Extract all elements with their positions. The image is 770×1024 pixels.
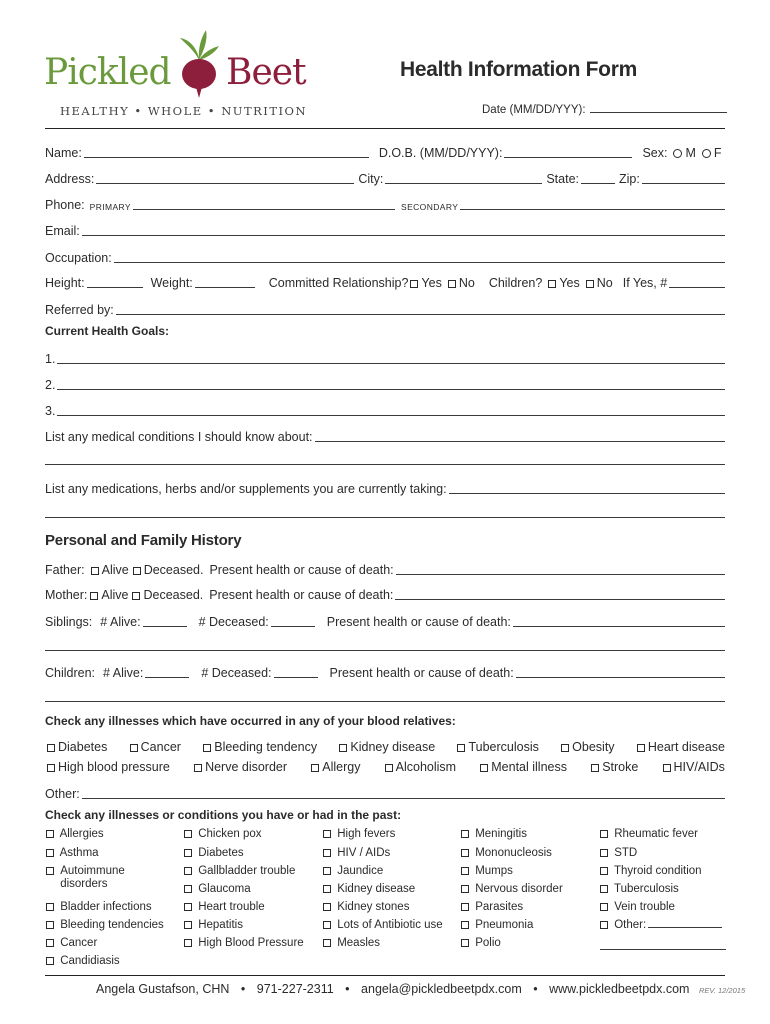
date-label: Date (MM/DD/YYY):: [482, 104, 586, 116]
condition-glaucoma[interactable]: Glaucoma: [182, 883, 251, 895]
checkbox-icon: [339, 744, 347, 752]
condition-kidney-stones[interactable]: Kidney stones: [321, 901, 409, 913]
goal-3-row: [45, 398, 725, 420]
weight-input[interactable]: [195, 287, 255, 288]
checkbox-icon: [586, 280, 594, 288]
sex-f-option[interactable]: F: [696, 146, 722, 162]
goal-3-label: 3.: [45, 404, 56, 418]
name-row: [45, 140, 725, 162]
date-field[interactable]: [482, 104, 727, 116]
condition-candidiasis[interactable]: Candidiasis: [44, 955, 120, 967]
personal-title: Check any illnesses or conditions you have or had in the past:: [45, 808, 402, 822]
relative-option-allergy[interactable]: Allergy: [309, 760, 360, 774]
checkbox-icon: [461, 885, 469, 893]
relative-option-nerve-disorder[interactable]: Nerve disorder: [192, 760, 287, 774]
checkbox-icon: [194, 764, 202, 772]
phone-secondary-input[interactable]: [460, 209, 725, 210]
checkbox-icon: [385, 764, 393, 772]
committed-no-option[interactable]: No: [446, 276, 475, 292]
goal-1-input[interactable]: [57, 363, 725, 364]
footer-website[interactable]: www.pickledbeetpdx.com: [549, 982, 690, 996]
goal-2-input[interactable]: [57, 389, 725, 390]
checkbox-icon: [323, 885, 331, 893]
checkbox-icon: [600, 921, 608, 929]
medications-input[interactable]: [449, 493, 725, 494]
condition-gallbladder-trouble[interactable]: Gallbladder trouble: [182, 865, 295, 877]
footer: [96, 982, 745, 996]
city-input[interactable]: [385, 183, 542, 184]
checkbox-icon: [184, 885, 192, 893]
siblings-deceased-label: # Deceased:: [198, 615, 269, 629]
children-history-row: [45, 660, 725, 682]
checkbox-icon: [46, 849, 54, 857]
condition-other-input[interactable]: [648, 927, 722, 928]
logo-word-beet: Beet: [226, 52, 306, 93]
checkbox-icon: [184, 830, 192, 838]
condition-mumps[interactable]: Mumps: [459, 865, 513, 877]
father-alive-option[interactable]: Alive: [89, 563, 129, 579]
relative-option-alcoholism[interactable]: Alcoholism: [383, 760, 456, 774]
condition-other-input-line-2[interactable]: [600, 949, 726, 950]
checkbox-icon: [91, 567, 99, 575]
relative-option-kidney-disease[interactable]: Kidney disease: [337, 740, 435, 754]
phone-primary-input[interactable]: [133, 209, 395, 210]
children-no-option[interactable]: No: [584, 276, 613, 292]
siblings-input-line-2[interactable]: [45, 650, 725, 651]
conditions-input-line-2[interactable]: [45, 464, 725, 465]
checkbox-icon: [133, 567, 141, 575]
relatives-row-1: [45, 740, 725, 754]
condition-allergies[interactable]: Allergies: [44, 828, 104, 840]
checkbox-icon: [600, 849, 608, 857]
condition-chicken-pox[interactable]: Chicken pox: [182, 828, 262, 840]
footer-phone: 971-227-2311: [256, 982, 334, 996]
checkbox-icon: [663, 764, 671, 772]
checkbox-icon: [184, 849, 192, 857]
checkbox-icon: [323, 849, 331, 857]
condition-high-blood-pressure[interactable]: High Blood Pressure: [182, 937, 304, 949]
health-goals-title: Current Health Goals:: [45, 324, 170, 338]
condition-diabetes[interactable]: Diabetes: [182, 847, 244, 859]
checkbox-icon: [184, 867, 192, 875]
radio-icon: [673, 149, 682, 158]
condition-nervous-disorder[interactable]: Nervous disorder: [459, 883, 563, 895]
checkbox-icon: [47, 764, 55, 772]
father-row: [45, 557, 725, 579]
checkbox-icon: [323, 867, 331, 875]
father-health-label: Present health or cause of death:: [209, 563, 394, 577]
occupation-label: Occupation:: [45, 251, 112, 265]
checkbox-icon: [480, 764, 488, 772]
header-divider: [45, 128, 725, 129]
medications-row: [45, 476, 725, 498]
relatives-other-input[interactable]: [82, 798, 725, 799]
condition-bladder-infections[interactable]: Bladder infections: [44, 901, 152, 913]
height-label: Height:: [45, 276, 85, 290]
goal-2-label: 2.: [45, 378, 56, 392]
height-input[interactable]: [87, 287, 143, 288]
relative-option-high-blood-pressure[interactable]: High blood pressure: [45, 760, 170, 774]
email-row: [45, 218, 725, 240]
relative-option-tuberculosis[interactable]: Tuberculosis: [455, 740, 538, 754]
zip-input[interactable]: [642, 183, 725, 184]
logo-word-pickled: Pickled: [44, 52, 171, 93]
height-row: [45, 270, 725, 292]
checkbox-icon: [323, 939, 331, 947]
relative-option-bleeding-tendency[interactable]: Bleeding tendency: [201, 740, 317, 754]
relative-option-hiv-aids[interactable]: HIV/AIDs: [661, 760, 725, 774]
condition-std[interactable]: STD: [598, 847, 637, 859]
checkbox-icon: [457, 744, 465, 752]
checkbox-icon: [46, 903, 54, 911]
relative-option-heart-disease[interactable]: Heart disease: [635, 740, 725, 754]
checkbox-icon: [548, 280, 556, 288]
checkbox-icon: [311, 764, 319, 772]
condition-rheumatic-fever[interactable]: Rheumatic fever: [598, 828, 698, 840]
sex-label: Sex:: [642, 146, 668, 160]
children-count-label: If Yes, #: [622, 276, 668, 290]
checkbox-icon: [46, 921, 54, 929]
siblings-row: [45, 609, 725, 631]
condition-thyroid-condition[interactable]: Thyroid condition: [598, 865, 702, 877]
checkbox-icon: [130, 744, 138, 752]
committed-yes-option[interactable]: Yes: [408, 276, 441, 292]
relative-option-mental-illness[interactable]: Mental illness: [478, 760, 567, 774]
children-alive-input[interactable]: [145, 677, 189, 678]
children-label: Children?: [488, 276, 543, 290]
condition-vein-trouble[interactable]: Vein trouble: [598, 901, 675, 913]
committed-label: Committed Relationship?: [268, 276, 409, 290]
checkbox-icon: [461, 830, 469, 838]
logo-tagline: HEALTHY • WHOLE • NUTRITION: [60, 104, 308, 118]
footer-revision: REV. 12/2015: [698, 986, 746, 995]
checkbox-icon: [46, 957, 54, 965]
checkbox-icon: [461, 903, 469, 911]
condition-autoimmune-disorders[interactable]: Autoimmune disorders: [44, 865, 140, 891]
checkbox-icon: [461, 939, 469, 947]
condition-polio[interactable]: Polio: [459, 937, 501, 949]
condition-hiv-aids[interactable]: HIV / AIDs: [321, 847, 390, 859]
state-input[interactable]: [581, 183, 615, 184]
father-health-input[interactable]: [396, 574, 725, 575]
condition-kidney-disease[interactable]: Kidney disease: [321, 883, 415, 895]
email-label: Email:: [45, 224, 80, 238]
condition-tuberculosis[interactable]: Tuberculosis: [598, 883, 679, 895]
radio-icon: [702, 149, 711, 158]
conditions-row: [45, 424, 725, 446]
children-deceased-input[interactable]: [274, 677, 318, 678]
checkbox-icon: [591, 764, 599, 772]
checkbox-icon: [132, 592, 140, 600]
checkbox-icon: [600, 867, 608, 875]
condition-asthma[interactable]: Asthma: [44, 847, 99, 859]
goal-3-input[interactable]: [57, 415, 725, 416]
checkbox-icon: [184, 903, 192, 911]
footer-name: Angela Gustafson, CHN: [96, 982, 230, 996]
mother-row: [45, 582, 725, 604]
occupation-row: [45, 245, 725, 267]
checkbox-icon: [448, 280, 456, 288]
checkbox-icon: [461, 849, 469, 857]
checkbox-icon: [637, 744, 645, 752]
mother-health-label: Present health or cause of death:: [209, 588, 394, 602]
phone-row: [45, 192, 725, 214]
checkbox-icon: [600, 885, 608, 893]
checkbox-icon: [203, 744, 211, 752]
checkbox-icon: [323, 921, 331, 929]
checkbox-icon: [46, 830, 54, 838]
phone-label: Phone:: [45, 198, 85, 212]
form-title: Health Information Form: [400, 58, 637, 81]
siblings-alive-label: # Alive:: [100, 615, 141, 629]
siblings-health-input[interactable]: [513, 626, 725, 627]
checkbox-icon: [184, 921, 192, 929]
mother-alive-option[interactable]: Alive: [88, 588, 128, 604]
name-label: Name:: [45, 146, 82, 160]
phone-secondary-label: SECONDARY: [401, 202, 459, 212]
dob-input[interactable]: [504, 157, 632, 158]
relatives-other-label: Other:: [45, 787, 80, 801]
referred-label: Referred by:: [45, 303, 114, 317]
children-history-label: Children:: [45, 666, 96, 680]
logo-wordmark: [44, 52, 171, 93]
checkbox-icon: [323, 830, 331, 838]
address-input[interactable]: [96, 183, 354, 184]
state-label: State:: [546, 172, 580, 186]
goal-1-row: [45, 346, 725, 368]
referred-input[interactable]: [116, 314, 725, 315]
children-health-input[interactable]: [516, 677, 725, 678]
condition-pneumonia[interactable]: Pneumonia: [459, 919, 533, 931]
siblings-label: Siblings:: [45, 615, 93, 629]
relative-option-diabetes[interactable]: Diabetes: [45, 740, 107, 754]
relatives-title: Check any illnesses which have occurred in any of your blood relatives:: [45, 714, 456, 728]
condition-mononucleosis[interactable]: Mononucleosis: [459, 847, 552, 859]
condition-heart-trouble[interactable]: Heart trouble: [182, 901, 265, 913]
checkbox-icon: [46, 939, 54, 947]
siblings-deceased-input[interactable]: [271, 626, 315, 627]
children-yes-option[interactable]: Yes: [546, 276, 579, 292]
conditions-label: List any medical conditions I should know about:: [45, 430, 313, 444]
checkbox-icon: [184, 939, 192, 947]
checkbox-icon: [323, 903, 331, 911]
bullet-icon: •: [533, 982, 538, 996]
footer-divider: [45, 975, 725, 976]
checkbox-icon: [90, 592, 98, 600]
occupation-input[interactable]: [114, 262, 725, 263]
relative-option-stroke[interactable]: Stroke: [589, 760, 638, 774]
condition-parasites[interactable]: Parasites: [459, 901, 523, 913]
condition-bleeding-tendencies[interactable]: Bleeding tendencies: [44, 919, 164, 931]
zip-label: Zip:: [619, 172, 640, 186]
logo: [44, 30, 308, 120]
bullet-icon: •: [345, 982, 350, 996]
checkbox-icon: [461, 867, 469, 875]
bullet-icon: •: [240, 982, 246, 996]
goal-2-row: [45, 372, 725, 394]
condition-cancer[interactable]: Cancer: [44, 937, 97, 949]
condition-high-fevers[interactable]: High fevers: [321, 828, 395, 840]
condition-jaundice[interactable]: Jaundice: [321, 865, 383, 877]
children-health-label: Present health or cause of death:: [329, 666, 514, 680]
children-deceased-label: # Deceased:: [201, 666, 272, 680]
children-input-line-2[interactable]: [45, 701, 725, 702]
address-label: Address:: [45, 172, 95, 186]
condition-hepatitis[interactable]: Hepatitis: [182, 919, 243, 931]
conditions-input[interactable]: [315, 441, 725, 442]
goal-1-label: 1.: [45, 352, 56, 366]
father-deceased-option[interactable]: Deceased.: [131, 563, 204, 579]
mother-health-input[interactable]: [395, 599, 725, 600]
city-label: City:: [358, 172, 384, 186]
condition-lots-of-antibiotic-use[interactable]: Lots of Antibiotic use: [321, 919, 443, 931]
email-input[interactable]: [82, 235, 725, 236]
children-alive-label: # Alive:: [103, 666, 144, 680]
checkbox-icon: [46, 867, 54, 875]
history-title: Personal and Family History: [45, 532, 242, 549]
medications-label: List any medications, herbs and/or supplements you are currently taking:: [45, 482, 447, 496]
checkbox-icon: [561, 744, 569, 752]
referred-row: [45, 297, 725, 319]
checkbox-icon: [410, 280, 418, 288]
mother-label: Mother:: [45, 588, 88, 602]
phone-primary-label: PRIMARY: [89, 202, 131, 212]
beet-icon: [176, 30, 222, 98]
siblings-health-label: Present health or cause of death:: [326, 615, 511, 629]
sex-m-option[interactable]: M: [667, 146, 695, 162]
checkbox-icon: [461, 921, 469, 929]
dob-label: D.O.B. (MM/DD/YYY):: [378, 146, 503, 160]
relative-option-obesity[interactable]: Obesity: [559, 740, 614, 754]
address-row: [45, 166, 725, 188]
relatives-row-2: [45, 760, 725, 774]
relative-option-cancer[interactable]: Cancer: [128, 740, 181, 754]
checkbox-icon: [600, 903, 608, 911]
children-count-input[interactable]: [669, 287, 725, 288]
condition-measles[interactable]: Measles: [321, 937, 380, 949]
relatives-other-row: [45, 781, 725, 803]
checkbox-icon: [47, 744, 55, 752]
footer-email[interactable]: angela@pickledbeetpdx.com: [361, 982, 522, 996]
name-input[interactable]: [84, 157, 369, 158]
condition-other[interactable]: Other:: [598, 919, 722, 931]
mother-deceased-option[interactable]: Deceased.: [130, 588, 203, 604]
medications-input-line-2[interactable]: [45, 517, 725, 518]
condition-meningitis[interactable]: Meningitis: [459, 828, 527, 840]
checkbox-icon: [600, 830, 608, 838]
siblings-alive-input[interactable]: [143, 626, 187, 627]
father-label: Father:: [45, 563, 85, 577]
weight-label: Weight:: [150, 276, 193, 290]
